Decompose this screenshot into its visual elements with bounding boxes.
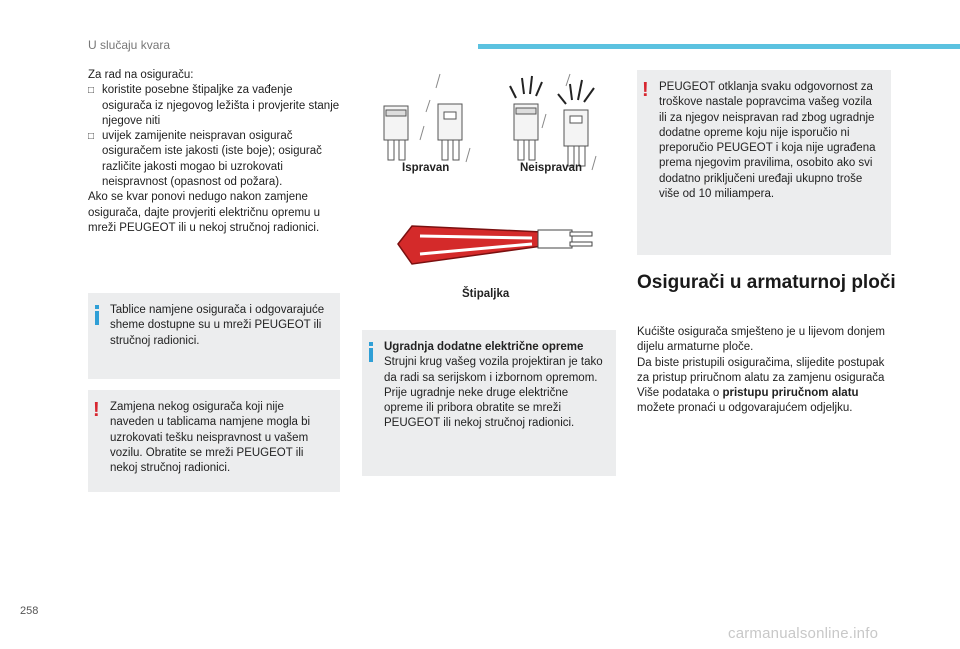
pliers-illustration [392,212,612,274]
warning-box [88,390,340,492]
dashboard-p2: Da biste pristupili osiguračima, slijedite postupak za pristup priručnom alatu za zamjenu osigurača [637,356,885,384]
pliers-label: Štipaljka [462,288,510,300]
info-box-text: Tablice namjene osigurača i odgovarajuće sheme dostupne su u mreži PEUGEOT ili stručnoj radionici. [110,304,325,347]
bullet-mark-icon: □ [88,131,95,143]
warning-box-text: Zamjena nekog osigurača koji nije naveden u tablicama namjene mogla bi uzrokovati tešku neispravnost u vašem vozilu. Obratite se mreži PEUGEOT ili nekoj stručnoj radionici. [110,401,311,475]
dashboard-p3-link[interactable]: pristupu priručnom alatu [722,387,859,400]
warning-icon: ! [93,399,100,421]
warning-icon: ! [642,79,649,101]
fuse-good-label: Ispravan [402,162,450,174]
bullet-item [88,129,343,190]
dashboard-fuses-text [637,325,892,417]
fuse-bad-label: Neispravan [520,162,583,174]
watermark: carmanualsonline.info [728,625,879,642]
intro-closing: Ako se kvar ponovi nedugo nakon zamjene osigurača, dajte provjeriti električnu opremu u mreži PEUGEOT ili u nekoj stručnoj radionici. [88,191,321,234]
intro-text [88,68,343,236]
dashboard-fuses-heading: Osigurači u armaturnoj ploči [637,272,896,293]
bullet-item [88,83,343,129]
pliers-drawing [392,212,612,274]
page-number: 258 [20,605,39,617]
warning-box-liability [637,70,891,255]
info-icon [95,305,99,321]
bullet-text: uvijek zamijenite neispravan osigurač osiguračem iste jakosti (iste boje); osigurač različite jakosti mogao bi uzrokovati neispravnost (opasnost od požara). [102,130,322,189]
bullet-text: koristite posebne štipaljke za vađenje osigurača iz njegovog ležišta i provjerite stanje njegove niti [102,84,340,127]
warning-liability-text: PEUGEOT otklanja svaku odgovornost za troškove nastale popravcima vašeg vozila ili za njegov neispravan rad zbog ugradnje dodatne opreme koju nije isporučio ni preporučio PEUGEOT i koja nije ugrađena prema njegovim pravilima, osobito ako svi dodatno priključeni uređaji ukupno troše više od 10 miliampera. [659,81,876,201]
install-text: Strujni krug vašeg vozila projektiran je tako da radi sa serijskom i izbornom opremom. Prije ugradnje neke druge električne opreme ili pribora obratite se mreži PEUGEOT ili nekoj stručnoj radionici. [384,356,603,430]
dashboard-p1: Kućište osigurača smješteno je u lijevom donjem dijelu armaturne ploče. [637,326,886,354]
info-icon [369,342,373,358]
dashboard-p3-suffix: možete pronaći u odgovarajućem odjeljku. [637,402,853,415]
dashboard-p3 [637,386,892,417]
info-box-installation [362,330,616,476]
bullet-mark-icon: □ [88,85,95,97]
install-title: Ugradnja dodatne električne opreme [384,341,584,353]
fuse-illustrations [370,70,620,190]
section-title: U slučaju kvara [88,38,171,52]
intro-lead: Za rad na osiguraču: [88,69,194,81]
header-accent-bar [478,44,960,49]
dashboard-p3-prefix: Više podataka o [637,387,723,400]
info-box [88,293,340,379]
